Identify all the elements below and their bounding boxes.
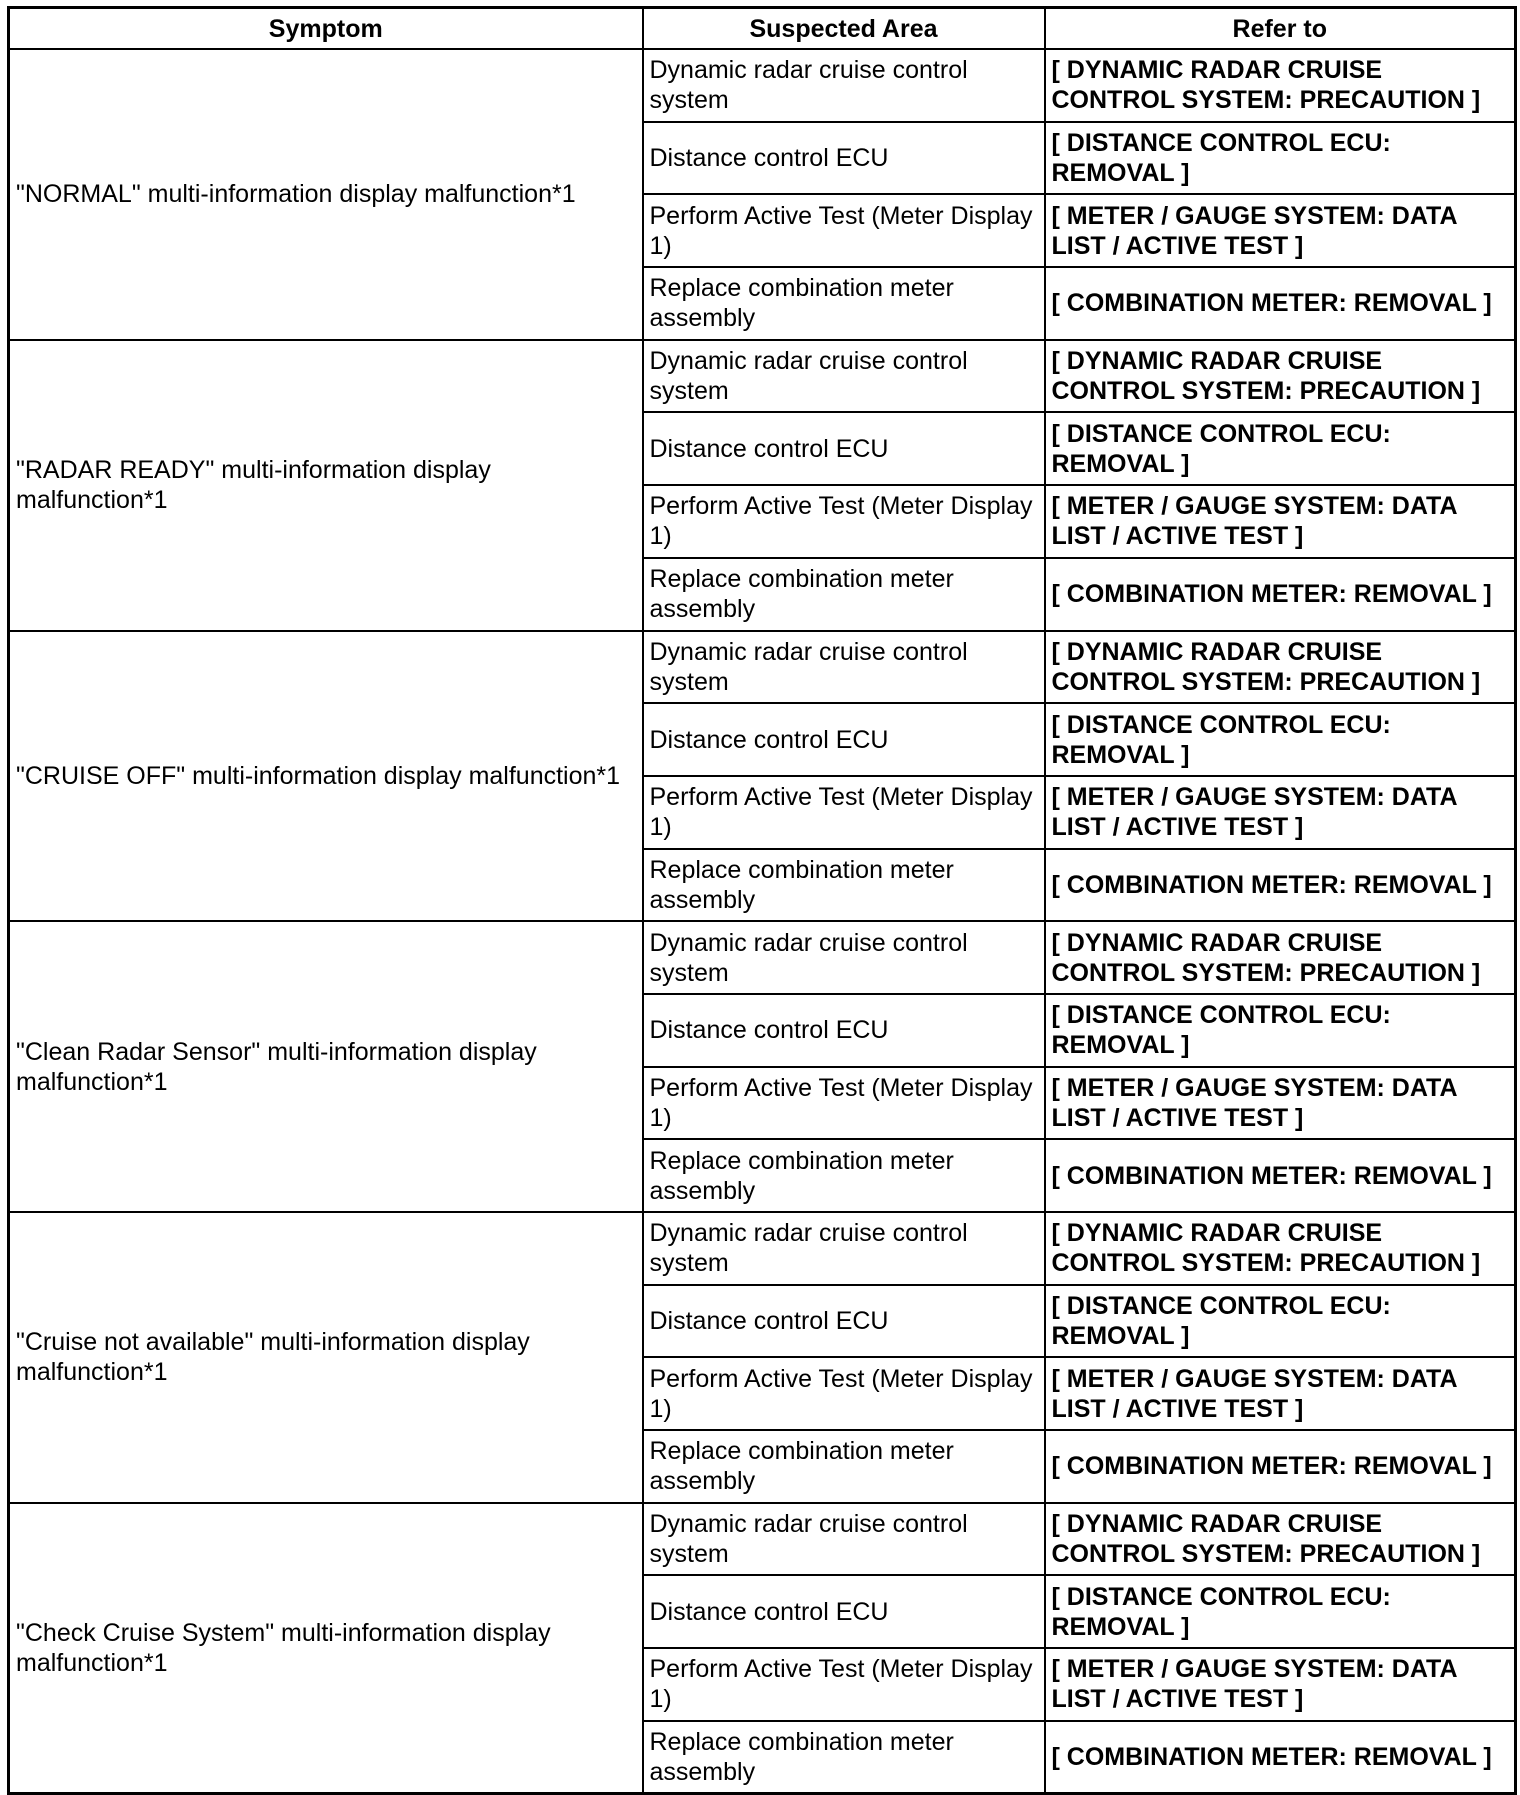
refer-to-link[interactable]: [ COMBINATION METER: REMOVAL ] <box>1045 849 1516 922</box>
table-row <box>9 49 1516 122</box>
refer-to-link[interactable]: [ METER / GAUGE SYSTEM: DATA LIST / ACTIVE TEST ] <box>1045 1067 1516 1140</box>
refer-to-link[interactable]: [ DISTANCE CONTROL ECU: REMOVAL ] <box>1045 122 1516 195</box>
suspected-area-cell: Replace combination meter assembly <box>643 1721 1045 1794</box>
column-header-refer-to: Refer to <box>1045 8 1516 50</box>
refer-to-link[interactable]: [ METER / GAUGE SYSTEM: DATA LIST / ACTIVE TEST ] <box>1045 776 1516 849</box>
document-sheet <box>7 6 1514 1787</box>
refer-to-link[interactable]: [ DYNAMIC RADAR CRUISE CONTROL SYSTEM: PRECAUTION ] <box>1045 340 1516 413</box>
suspected-area-cell: Perform Active Test (Meter Display 1) <box>643 776 1045 849</box>
refer-to-link[interactable]: [ DYNAMIC RADAR CRUISE CONTROL SYSTEM: PRECAUTION ] <box>1045 921 1516 994</box>
suspected-area-cell: Perform Active Test (Meter Display 1) <box>643 1357 1045 1430</box>
refer-to-link[interactable]: [ METER / GAUGE SYSTEM: DATA LIST / ACTIVE TEST ] <box>1045 194 1516 267</box>
refer-to-link[interactable]: [ COMBINATION METER: REMOVAL ] <box>1045 267 1516 340</box>
table-body <box>9 49 1516 1794</box>
refer-to-link[interactable]: [ DYNAMIC RADAR CRUISE CONTROL SYSTEM: PRECAUTION ] <box>1045 49 1516 122</box>
suspected-area-cell: Dynamic radar cruise control system <box>643 1212 1045 1285</box>
suspected-area-cell: Replace combination meter assembly <box>643 1430 1045 1503</box>
table-row <box>9 1212 1516 1285</box>
suspected-area-cell: Dynamic radar cruise control system <box>643 921 1045 994</box>
refer-to-link[interactable]: [ DYNAMIC RADAR CRUISE CONTROL SYSTEM: PRECAUTION ] <box>1045 1212 1516 1285</box>
suspected-area-cell: Replace combination meter assembly <box>643 1139 1045 1212</box>
suspected-area-cell: Replace combination meter assembly <box>643 558 1045 631</box>
suspected-area-cell: Replace combination meter assembly <box>643 267 1045 340</box>
refer-to-link[interactable]: [ DYNAMIC RADAR CRUISE CONTROL SYSTEM: PRECAUTION ] <box>1045 1503 1516 1576</box>
suspected-area-cell: Distance control ECU <box>643 994 1045 1067</box>
refer-to-link[interactable]: [ COMBINATION METER: REMOVAL ] <box>1045 1430 1516 1503</box>
refer-to-link[interactable]: [ COMBINATION METER: REMOVAL ] <box>1045 1721 1516 1794</box>
suspected-area-cell: Dynamic radar cruise control system <box>643 631 1045 704</box>
suspected-area-cell: Replace combination meter assembly <box>643 849 1045 922</box>
refer-to-link[interactable]: [ DISTANCE CONTROL ECU: REMOVAL ] <box>1045 1285 1516 1358</box>
suspected-area-cell: Distance control ECU <box>643 703 1045 776</box>
refer-to-link[interactable]: [ COMBINATION METER: REMOVAL ] <box>1045 1139 1516 1212</box>
symptom-cell: "Clean Radar Sensor" multi-information display malfunction*1 <box>9 921 643 1212</box>
refer-to-link[interactable]: [ METER / GAUGE SYSTEM: DATA LIST / ACTIVE TEST ] <box>1045 485 1516 558</box>
suspected-area-cell: Dynamic radar cruise control system <box>643 49 1045 122</box>
symptom-cell: "Cruise not available" multi-information display malfunction*1 <box>9 1212 643 1503</box>
table-row <box>9 631 1516 704</box>
table-row <box>9 921 1516 994</box>
header-row <box>9 8 1516 50</box>
table-row <box>9 1503 1516 1576</box>
table-row <box>9 340 1516 413</box>
refer-to-link[interactable]: [ DYNAMIC RADAR CRUISE CONTROL SYSTEM: PRECAUTION ] <box>1045 631 1516 704</box>
suspected-area-cell: Perform Active Test (Meter Display 1) <box>643 485 1045 558</box>
suspected-area-cell: Distance control ECU <box>643 122 1045 195</box>
column-header-suspected-area: Suspected Area <box>643 8 1045 50</box>
suspected-area-cell: Dynamic radar cruise control system <box>643 340 1045 413</box>
refer-to-link[interactable]: [ COMBINATION METER: REMOVAL ] <box>1045 558 1516 631</box>
refer-to-link[interactable]: [ DISTANCE CONTROL ECU: REMOVAL ] <box>1045 412 1516 485</box>
symptom-cell: "RADAR READY" multi-information display malfunction*1 <box>9 340 643 631</box>
suspected-area-cell: Perform Active Test (Meter Display 1) <box>643 1067 1045 1140</box>
symptom-cell: "NORMAL" multi-information display malfunction*1 <box>9 49 643 340</box>
refer-to-link[interactable]: [ DISTANCE CONTROL ECU: REMOVAL ] <box>1045 703 1516 776</box>
refer-to-link[interactable]: [ METER / GAUGE SYSTEM: DATA LIST / ACTIVE TEST ] <box>1045 1357 1516 1430</box>
refer-to-link[interactable]: [ DISTANCE CONTROL ECU: REMOVAL ] <box>1045 1575 1516 1648</box>
symptom-cell: "CRUISE OFF" multi-information display malfunction*1 <box>9 631 643 922</box>
symptom-cell: "Check Cruise System" multi-information display malfunction*1 <box>9 1503 643 1794</box>
suspected-area-cell: Dynamic radar cruise control system <box>643 1503 1045 1576</box>
suspected-area-cell: Distance control ECU <box>643 1285 1045 1358</box>
suspected-area-cell: Distance control ECU <box>643 1575 1045 1648</box>
symptom-table <box>7 6 1517 1795</box>
refer-to-link[interactable]: [ DISTANCE CONTROL ECU: REMOVAL ] <box>1045 994 1516 1067</box>
refer-to-link[interactable]: [ METER / GAUGE SYSTEM: DATA LIST / ACTIVE TEST ] <box>1045 1648 1516 1721</box>
suspected-area-cell: Perform Active Test (Meter Display 1) <box>643 1648 1045 1721</box>
suspected-area-cell: Distance control ECU <box>643 412 1045 485</box>
column-header-symptom: Symptom <box>9 8 643 50</box>
suspected-area-cell: Perform Active Test (Meter Display 1) <box>643 194 1045 267</box>
